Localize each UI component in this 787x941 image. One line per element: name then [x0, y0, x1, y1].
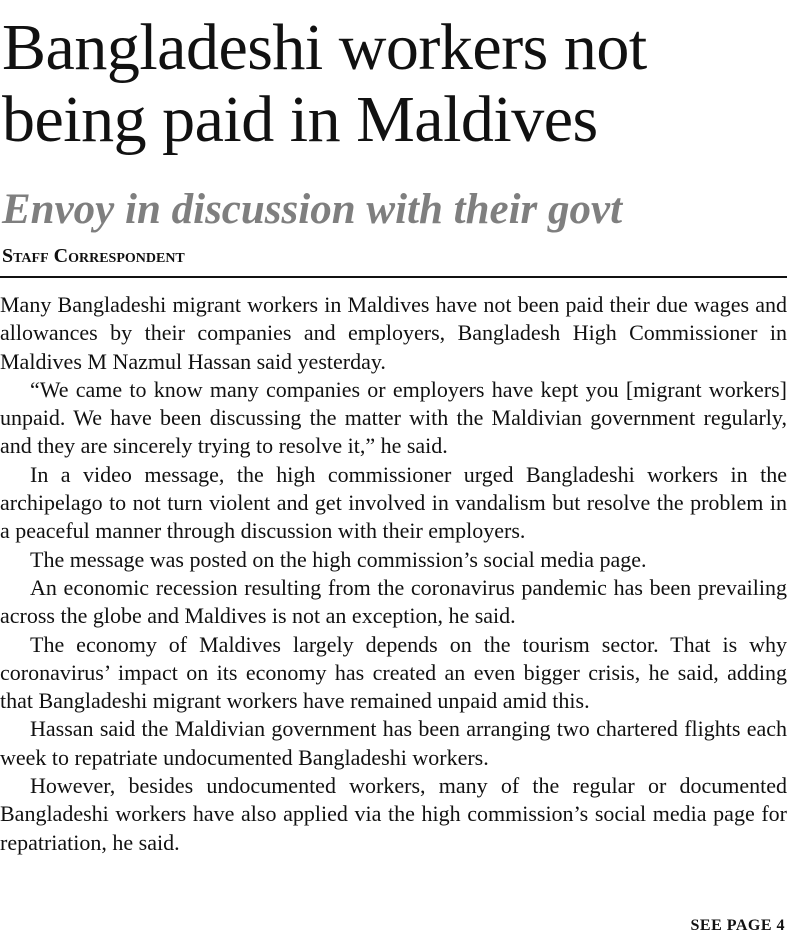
continuation-link[interactable]: SEE PAGE 4 [690, 917, 785, 934]
paragraph: Many Bangladeshi migrant workers in Maldives have not been paid their due wages and allowances by their companies and employers, Bangladesh High Commissioner in Maldives M Nazmul Hassan said yesterday. [0, 292, 787, 374]
paragraph: In a video message, the high commissioner urged Bangladeshi workers in the archipelago to not turn violent and get involved in vandalism but resolve the problem in a peaceful manner through discussion with their employers. [0, 461, 787, 544]
paragraph: The economy of Maldives largely depends on the tourism sector. That is why coronavirus’ impact on its economy has created an even bigger crisis, he said, adding that Bangladeshi migrant workers have remained unpaid amid this. [0, 631, 787, 714]
headline: Bangladeshi workers not being paid in Maldives [2, 11, 647, 156]
subheadline: Envoy in discussion with their govt [2, 186, 623, 233]
paragraph: The message was posted on the high commission’s social media page. [30, 546, 647, 572]
paragraph: However, besides undocumented workers, many of the regular or documented Bangladeshi workers have also applied via the high commission’s social media page for repatriation, he said. [0, 773, 787, 855]
paragraph: “We came to know many companies or employers have kept you [migrant workers] unpaid. We have been discussing the matter with the Maldivian government regularly, and they are sincerely trying to resolve it,” he said. [0, 376, 787, 459]
article-body [0, 291, 787, 857]
paragraph: Hassan said the Maldivian government has been arranging two chartered flights each week to repatriate undocumented Bangladeshi workers. [0, 716, 787, 770]
paragraph: An economic recession resulting from the coronavirus pandemic has been prevailing across the globe and Maldives is not an exception, he said. [0, 574, 787, 629]
divider-rule [0, 276, 787, 278]
byline: Staff Correspondent [2, 245, 185, 267]
